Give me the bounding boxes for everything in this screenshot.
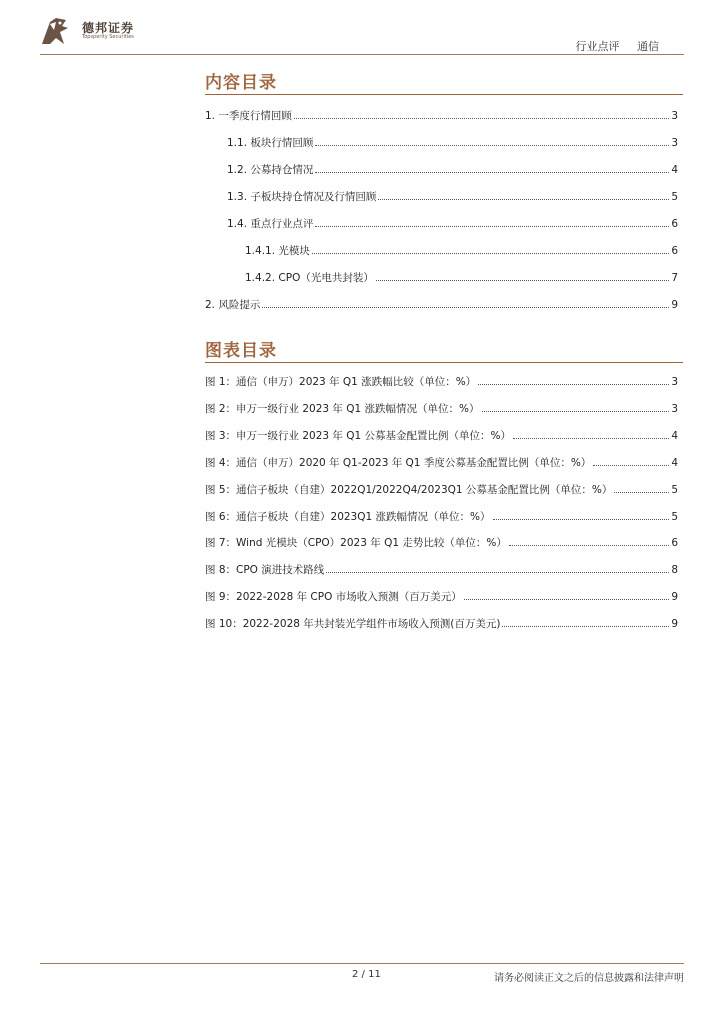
dot-leader [312, 252, 669, 254]
report-meta [562, 38, 660, 54]
dot-leader [513, 437, 669, 439]
dot-leader [502, 625, 669, 627]
figure-entry[interactable] [205, 589, 678, 604]
report-category: 行业点评 [575, 40, 620, 53]
figure-entry[interactable] [205, 401, 678, 416]
figure-entry[interactable] [205, 562, 678, 577]
toc-entry-label: 子板块持仓情况及行情回顾 [250, 191, 377, 203]
figure-entry[interactable] [205, 616, 678, 631]
toc-entry-label: CPO（光电共封装） [278, 272, 374, 284]
toc-entry[interactable] [245, 270, 678, 285]
figures-title-underline [205, 362, 683, 363]
figure-entry-label: 图 1：通信（申万）2023 年 Q1 涨跌幅比较（单位：%） [205, 376, 477, 388]
figure-entry-page: 3 [671, 376, 678, 388]
figures-title: 图表目录 [205, 341, 277, 361]
dot-leader [493, 518, 670, 520]
toc-title: 内容目录 [205, 73, 277, 93]
figure-entry-page: 3 [671, 402, 678, 415]
figure-entry-page: 4 [671, 456, 678, 469]
dot-leader [315, 171, 669, 173]
toc-entry-label: 公募持仓情况 [250, 164, 314, 176]
figure-entry-page: 5 [671, 483, 678, 496]
figure-entry[interactable] [205, 428, 678, 443]
footer-disclaimer: 请务必阅读正文之后的信息披露和法律声明 [494, 973, 684, 984]
figure-entry[interactable] [205, 455, 678, 470]
toc-entry-label: 一季度行情回顾 [218, 110, 292, 122]
toc-entry-label: 板块行情回顾 [250, 137, 314, 149]
page-indicator: 2 / 11 [352, 969, 381, 980]
figure-entry-label: 图 4：通信（申万）2020 年 Q1-2023 年 Q1 季度公募基金配置比例（单位：%） [205, 456, 592, 469]
figure-entry[interactable] [205, 535, 678, 550]
brand-english-name: Topsperity Securities [82, 34, 134, 40]
dot-leader [509, 544, 669, 546]
figure-entry-label: 图 5：通信子板块（自建）2022Q1/2022Q4/2023Q1 公募基金配置比例（单位：%） [205, 483, 613, 496]
figure-entry-page: 9 [671, 591, 678, 604]
figure-entry[interactable] [205, 374, 678, 389]
toc-entry-page: 3 [671, 110, 678, 122]
dot-leader [482, 410, 670, 412]
toc-entry-page: 6 [671, 218, 678, 230]
figure-entry-page: 5 [671, 510, 678, 523]
toc-entry-label: 重点行业点评 [250, 218, 314, 230]
toc-entry-number: 1.1. [227, 137, 251, 149]
dot-leader [478, 383, 669, 385]
footer-divider [40, 963, 684, 964]
toc-entry[interactable] [205, 108, 678, 123]
figure-entry-label: 图 10：2022-2028 年共封装光学组件市场收入预测(百万美元) [205, 618, 501, 631]
dragon-logo-icon [40, 14, 70, 48]
dot-leader [464, 598, 670, 600]
dot-leader [315, 144, 669, 146]
brand-name: 德邦证券 [82, 21, 135, 35]
dot-leader [614, 491, 669, 493]
figure-entry-label: 图 3：申万一级行业 2023 年 Q1 公募基金配置比例（单位：%） [205, 429, 512, 442]
toc-entry[interactable] [227, 135, 678, 150]
figure-entry-page: 4 [671, 429, 678, 442]
page-header [0, 0, 724, 58]
toc-entry[interactable] [205, 297, 678, 312]
header-divider [40, 54, 684, 55]
toc-entry-number: 1.4.1. [245, 245, 279, 257]
toc-entry-label: 光模块 [278, 245, 310, 257]
toc-entry-number: 2. [205, 299, 219, 311]
toc-entry[interactable] [227, 216, 678, 231]
toc-entry[interactable] [227, 162, 678, 177]
toc-entry-page: 9 [671, 299, 678, 311]
toc-entry[interactable] [245, 243, 678, 258]
figure-entry-page: 9 [671, 618, 678, 631]
figure-entry-label: 图 2：申万一级行业 2023 年 Q1 涨跌幅情况（单位：%） [205, 402, 480, 415]
dot-leader [294, 117, 669, 119]
report-sector: 通信 [637, 40, 659, 53]
figure-entry-label: 图 6：通信子板块（自建）2023Q1 涨跌幅情况（单位：%） [205, 510, 491, 523]
dot-leader [376, 279, 669, 281]
dot-leader [326, 571, 669, 573]
toc-entry-page: 7 [671, 272, 678, 284]
toc-entry[interactable] [227, 189, 678, 204]
toc-entry-page: 6 [671, 245, 678, 257]
figure-entry-label: 图 9：2022-2028 年 CPO 市场收入预测（百万美元） [205, 591, 462, 604]
figure-entry[interactable] [205, 482, 678, 497]
figure-entry-label: 图 8：CPO 演进技术路线 [205, 564, 325, 577]
toc-entry-page: 4 [671, 164, 678, 176]
toc-entry-number: 1.4. [227, 218, 251, 230]
dot-leader [593, 464, 669, 466]
toc-title-underline [205, 94, 683, 95]
toc-entry-number: 1.4.2. [245, 272, 279, 284]
toc-entry-number: 1. [205, 110, 219, 122]
figure-entry-label: 图 7：Wind 光模块（CPO）2023 年 Q1 走势比较（单位：%） [205, 537, 507, 550]
dot-leader [378, 198, 669, 200]
dot-leader [262, 306, 669, 308]
toc-entry-page: 5 [671, 191, 678, 203]
toc-entry-number: 1.2. [227, 164, 251, 176]
toc-entry-page: 3 [671, 137, 678, 149]
figure-entry[interactable] [205, 509, 678, 524]
dot-leader [315, 225, 669, 227]
figure-entry-page: 6 [671, 537, 678, 550]
toc-entry-number: 1.3. [227, 191, 251, 203]
figure-entry-page: 8 [671, 564, 678, 577]
toc-entry-label: 风险提示 [218, 299, 261, 311]
